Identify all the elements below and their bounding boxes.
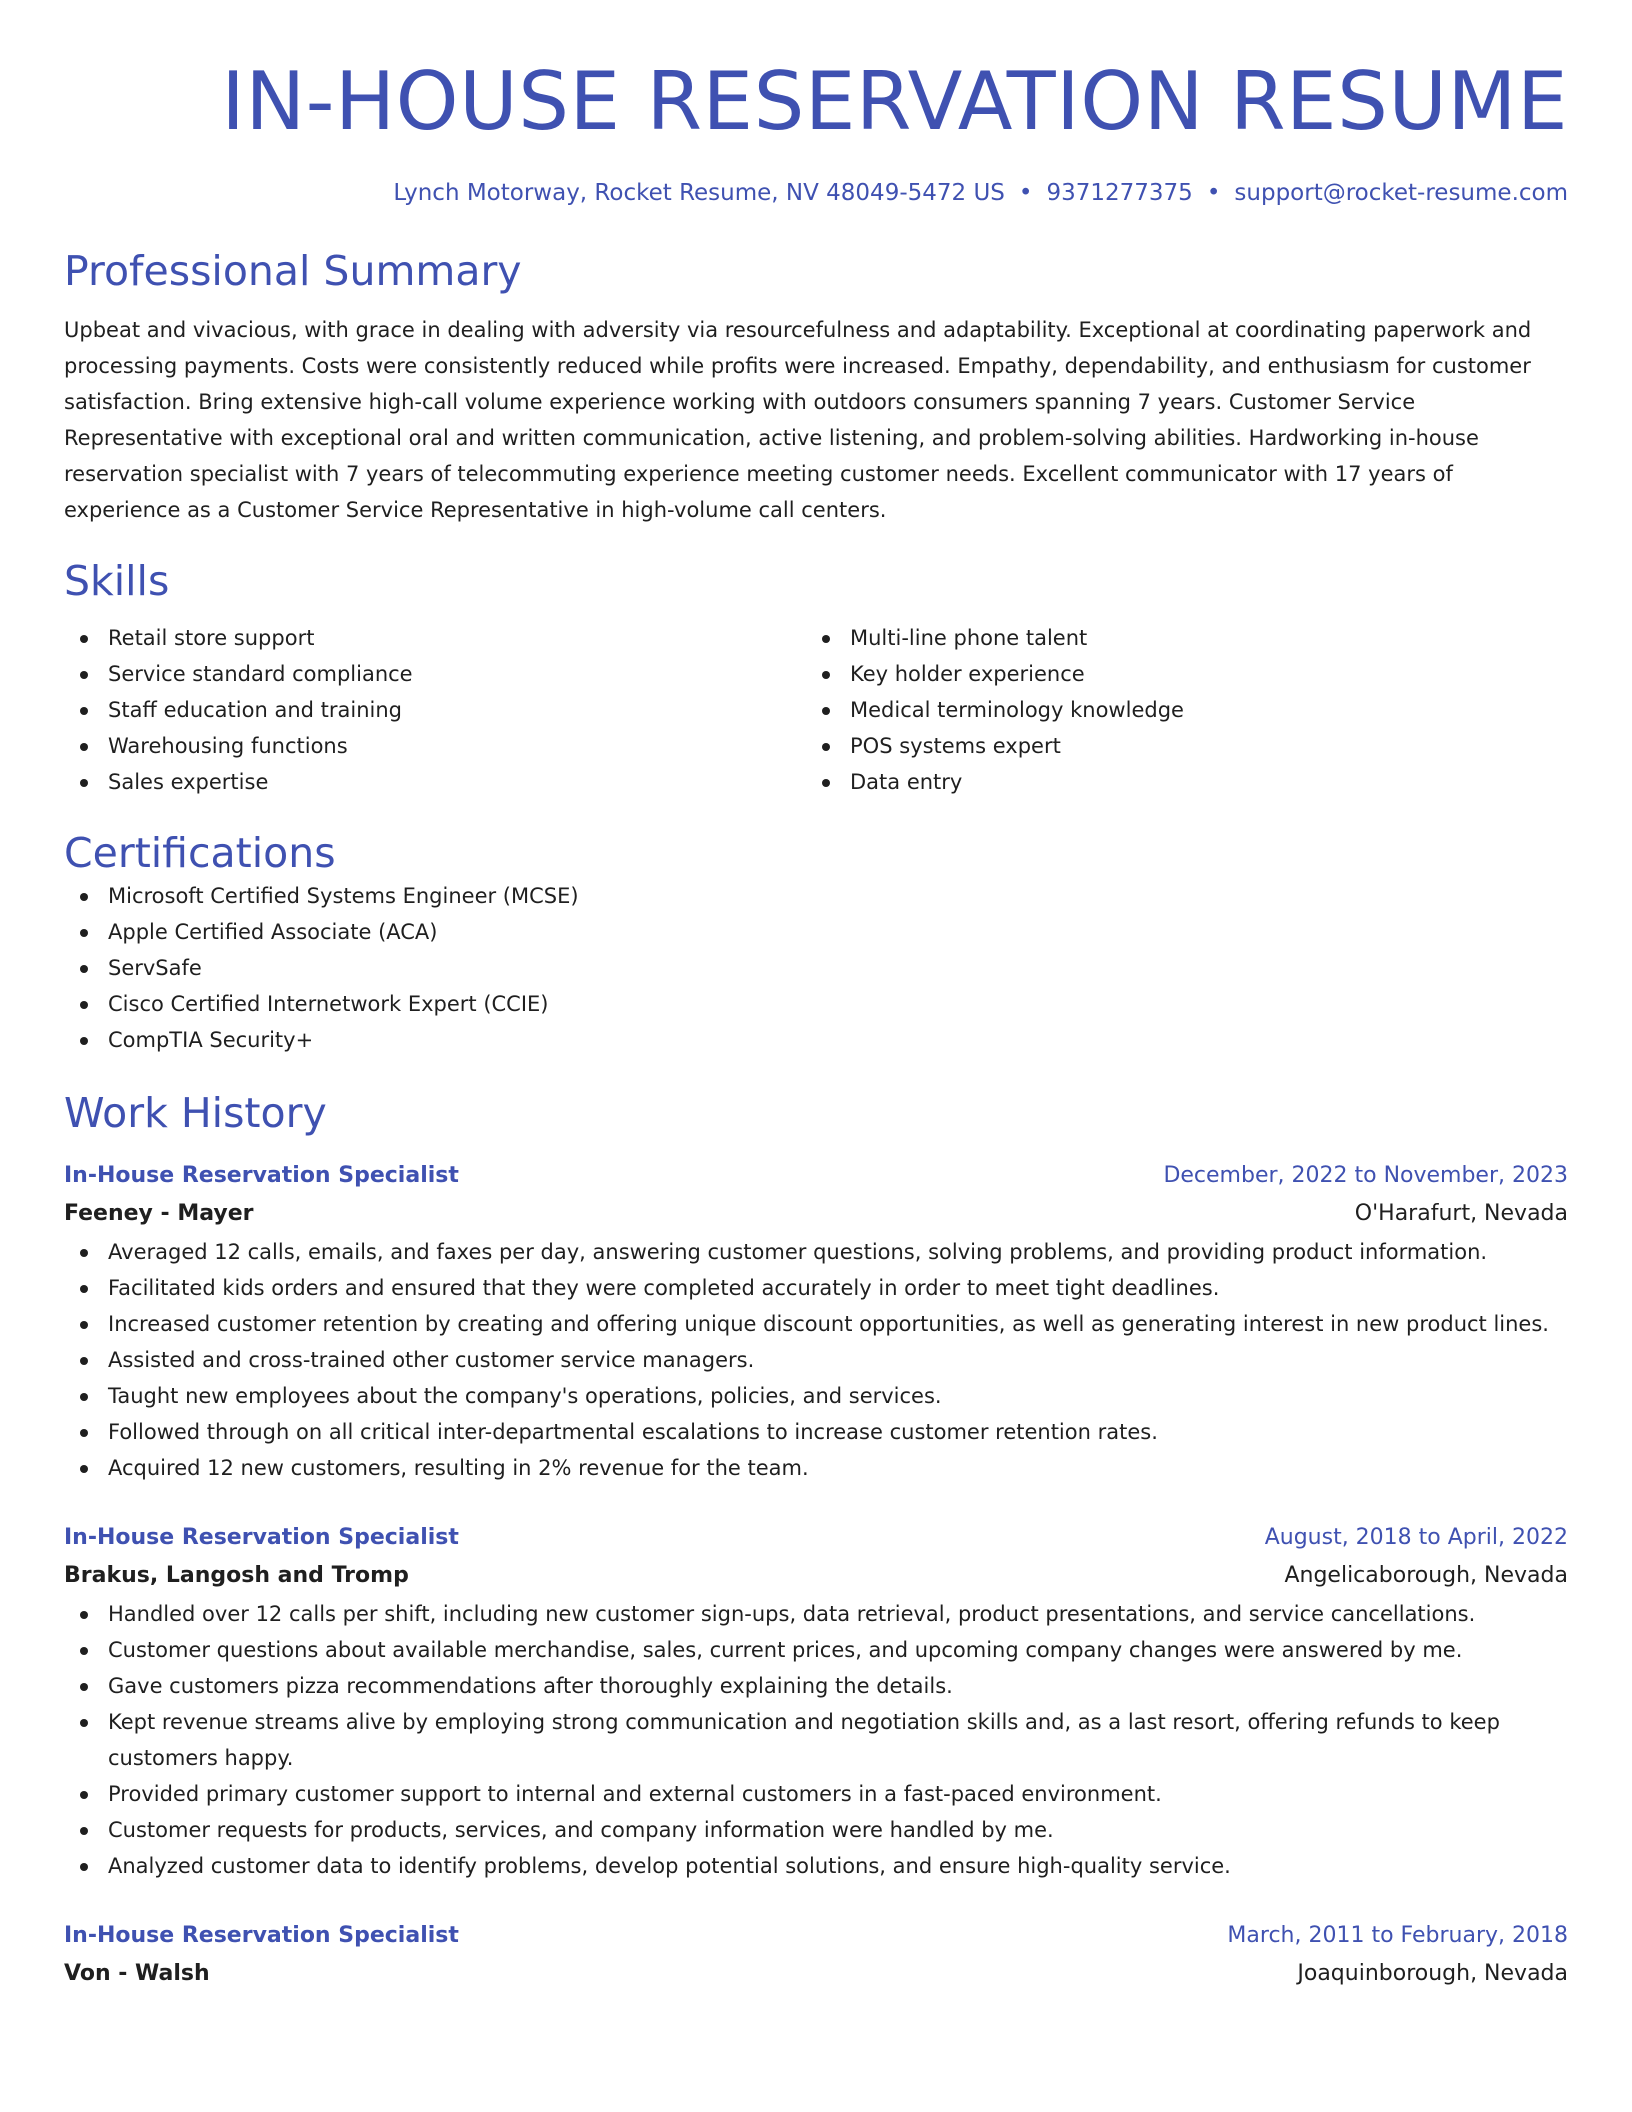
skills-heading: Skills <box>64 557 170 605</box>
skill-item: Staff education and training <box>64 692 806 728</box>
skills-right-list <box>806 620 1548 800</box>
job-company-row <box>64 1556 1568 1596</box>
job-bullet: Followed through on all critical inter-departmental escalations to increase customer retention rates. <box>64 1414 1568 1450</box>
job-header-row <box>64 1520 1568 1556</box>
certification-item: CompTIA Security+ <box>64 1022 1568 1058</box>
skill-item: Data entry <box>806 764 1548 800</box>
job-title: In-House Reservation Specialist <box>64 1163 459 1188</box>
job-bullet: Customer questions about available merchandise, sales, current prices, and upcoming company changes were answered by me. <box>64 1632 1568 1668</box>
certification-item: Apple Certified Associate (ACA) <box>64 914 1568 950</box>
contact-email: support@rocket-resume.com <box>1234 180 1568 206</box>
contact-line <box>64 178 1568 208</box>
job-bullet: Provided primary customer support to internal and external customers in a fast-paced environment. <box>64 1776 1568 1812</box>
skill-item: Key holder experience <box>806 656 1548 692</box>
job-title: In-House Reservation Specialist <box>64 1923 459 1948</box>
job-company: Brakus, Langosh and Tromp <box>64 1563 409 1588</box>
skill-item: Service standard compliance <box>64 656 806 692</box>
job-bullet: Gave customers pizza recommendations after thoroughly explaining the details. <box>64 1668 1568 1704</box>
contact-phone: 9371277375 <box>1046 180 1193 206</box>
work-history-heading: Work History <box>64 1089 327 1137</box>
job-bullet: Handled over 12 calls per shift, including new customer sign-ups, data retrieval, product presentations, and service cancellations. <box>64 1596 1568 1632</box>
summary-heading: Professional Summary <box>64 247 522 295</box>
skill-item: POS systems expert <box>806 728 1548 764</box>
job-dates: March, 2011 to February, 2018 <box>1227 1923 1568 1948</box>
job-bullet: Analyzed customer data to identify problems, develop potential solutions, and ensure high-quality service. <box>64 1848 1568 1884</box>
job-dates: August, 2018 to April, 2022 <box>1264 1525 1568 1550</box>
certifications-heading: Certifications <box>64 829 336 877</box>
job-bullet: Facilitated kids orders and ensured that they were completed accurately in order to meet tight deadlines. <box>64 1270 1568 1306</box>
skill-item: Multi-line phone talent <box>806 620 1548 656</box>
job-bullet-list <box>64 1596 1568 1884</box>
job-bullet-list <box>64 1234 1568 1486</box>
certification-item: Cisco Certified Internetwork Expert (CCIE) <box>64 986 1568 1022</box>
skills-left-list <box>64 620 806 800</box>
contact-separator: • <box>1206 180 1221 206</box>
skill-item: Medical terminology knowledge <box>806 692 1548 728</box>
job-bullet: Acquired 12 new customers, resulting in 2% revenue for the team. <box>64 1450 1568 1486</box>
resume-page <box>64 0 1568 2112</box>
skill-item: Sales expertise <box>64 764 806 800</box>
job-location: Joaquinborough, Nevada <box>1297 1961 1568 1986</box>
summary-text: Upbeat and vivacious, with grace in dealing with adversity via resourcefulness and adaptability. Exceptional at coordinating paperwork and processing payments. Costs were consistently reduced while profits were increased. Empathy, dependability, and enthusiasm for customer satisfaction. Bring extensive high-call volume experience working with outdoors consumers spanning 7 years. Customer Service Representative with exceptional oral and written communication, active listening, and problem-solving abilities. Hardworking in-house reservation specialist with 7 years of telecommuting experience meeting customer needs. Excellent communicator with 17 years of experience as a Customer Service Representative in high-volume call centers. <box>64 318 1532 522</box>
certifications-list <box>64 878 1568 1058</box>
job-bullet: Taught new employees about the company's operations, policies, and services. <box>64 1378 1568 1414</box>
job-bullet: Averaged 12 calls, emails, and faxes per day, answering customer questions, solving problems, and providing product information. <box>64 1234 1568 1270</box>
certification-item: ServSafe <box>64 950 1568 986</box>
certification-item: Microsoft Certified Systems Engineer (MCSE) <box>64 878 1568 914</box>
skills-grid <box>64 620 1568 800</box>
job-bullet: Assisted and cross-trained other customer service managers. <box>64 1342 1568 1378</box>
job-entry <box>64 1520 1568 1884</box>
skill-item: Retail store support <box>64 620 806 656</box>
job-company-row <box>64 1194 1568 1234</box>
job-company-row <box>64 1954 1568 1994</box>
job-company: Von - Walsh <box>64 1961 210 1986</box>
job-bullet: Kept revenue streams alive by employing strong communication and negotiation skills and, as a last resort, offering refunds to keep customers happy. <box>64 1704 1568 1776</box>
job-dates: December, 2022 to November, 2023 <box>1163 1163 1568 1188</box>
job-company: Feeney - Mayer <box>64 1201 254 1226</box>
contact-address: Lynch Motorway, Rocket Resume, NV 48049-5472 US <box>393 180 1005 206</box>
job-bullet: Customer requests for products, services, and company information were handled by me. <box>64 1812 1568 1848</box>
job-entry <box>64 1918 1568 1994</box>
job-location: Angelicaborough, Nevada <box>1284 1563 1568 1588</box>
job-location: O'Harafurt, Nevada <box>1354 1201 1568 1226</box>
job-bullet: Increased customer retention by creating and offering unique discount opportunities, as well as generating interest in new product lines. <box>64 1306 1568 1342</box>
job-header-row <box>64 1918 1568 1954</box>
job-header-row <box>64 1158 1568 1194</box>
job-entry <box>64 1158 1568 1486</box>
contact-separator: • <box>1018 180 1033 206</box>
resume-title: IN-HOUSE RESERVATION RESUME <box>221 55 1568 148</box>
skill-item: Warehousing functions <box>64 728 806 764</box>
job-title: In-House Reservation Specialist <box>64 1525 459 1550</box>
